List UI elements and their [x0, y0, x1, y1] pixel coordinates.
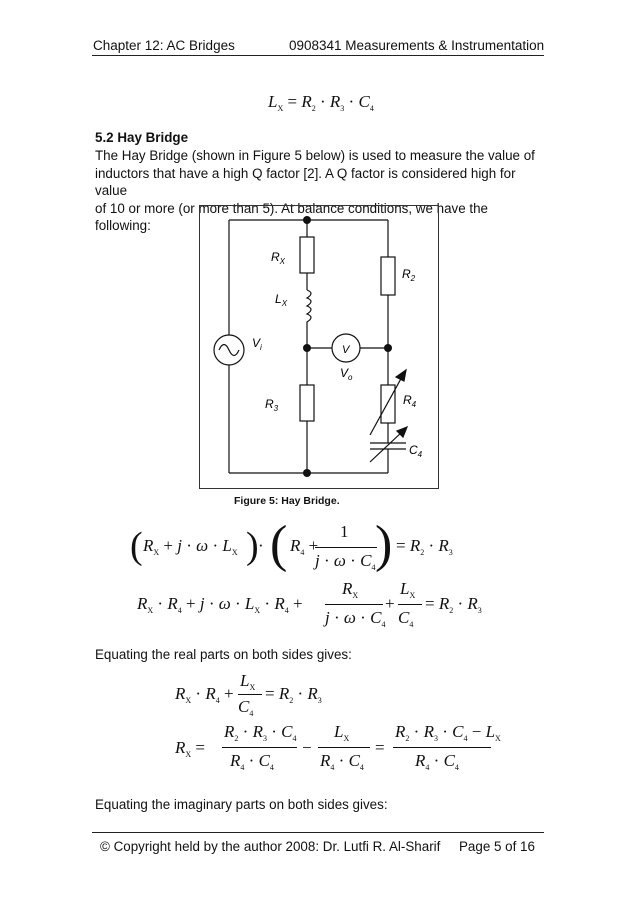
section-heading: 5.2 Hay Bridge — [95, 130, 189, 145]
junction-dot — [303, 469, 311, 477]
footer-page-number: Page 5 of 16 — [459, 839, 535, 854]
label-rx: $R_X$ — [271, 250, 286, 266]
footer-copyright: © Copyright held by the author 2008: Dr. Lutfi R. Al-Sharif — [100, 839, 441, 854]
equation-lx: $L_X = R_2 \cdot R_3 \cdot C_4$ — [268, 92, 374, 113]
junction-dot — [303, 344, 311, 352]
label-lx: $L_X$ — [275, 292, 288, 308]
hay-bridge-circuit — [199, 205, 439, 489]
label-vi: $V_i$ — [252, 336, 262, 352]
figure-caption: Figure 5: Hay Bridge. — [234, 495, 340, 507]
label-r3: $R_3$ — [265, 397, 279, 413]
paragraph-line: of 10 or more (or more than 5). At balance conditions, we have the following: — [95, 200, 489, 234]
junction-dot — [303, 216, 311, 224]
paragraph-line: The Hay Bridge (shown in Figure 5 below) is used to measure the value of — [95, 148, 535, 163]
imaginary-parts-text: Equating the imaginary parts on both sides gives: — [95, 797, 388, 812]
real-parts-text: Equating the real parts on both sides gives: — [95, 647, 352, 662]
label-r2: $R_2$ — [402, 267, 416, 283]
paragraph-line: inductors that have a high Q factor [2]. A Q factor is considered high for value — [95, 165, 516, 199]
label-v: V — [342, 344, 350, 356]
header-course: 0908341 Measurements & Instrumentation — [289, 38, 545, 53]
label-r4: $R_4$ — [403, 393, 417, 409]
header-rule — [92, 55, 544, 56]
label-vo: $V_o$ — [340, 366, 353, 382]
label-c4: $C_4$ — [409, 443, 423, 459]
header-chapter: Chapter 12: AC Bridges — [93, 38, 235, 53]
junction-dot — [384, 344, 392, 352]
footer-rule — [92, 832, 544, 833]
